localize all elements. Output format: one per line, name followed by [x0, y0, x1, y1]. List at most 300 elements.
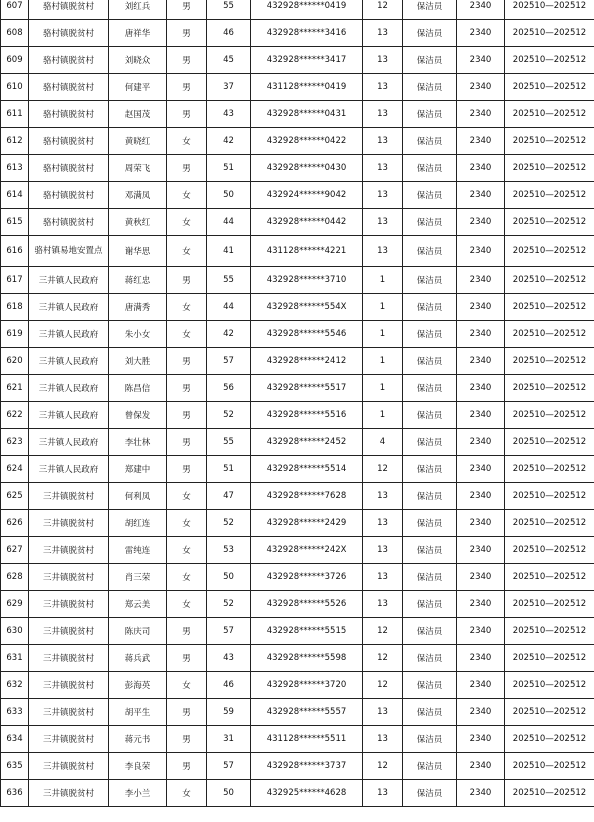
gender-cell: 女 — [167, 780, 207, 807]
position-cell: 保洁员 — [403, 618, 457, 645]
row-number-cell: 631 — [1, 645, 29, 672]
months-cell: 13 — [363, 780, 403, 807]
months-cell: 13 — [363, 209, 403, 236]
person-name-cell: 胡红连 — [109, 510, 167, 537]
person-name-cell: 李小兰 — [109, 780, 167, 807]
table-row — [1, 101, 594, 128]
position-cell: 保洁员 — [403, 753, 457, 780]
gender-cell: 男 — [167, 753, 207, 780]
position-cell: 保洁员 — [403, 375, 457, 402]
table-row — [1, 429, 594, 456]
gender-cell: 女 — [167, 182, 207, 209]
position-cell: 保洁员 — [403, 47, 457, 74]
id-number-cell: 432928******3710 — [251, 267, 363, 294]
gender-cell: 男 — [167, 375, 207, 402]
gender-cell: 女 — [167, 294, 207, 321]
id-number-cell: 432928******2412 — [251, 348, 363, 375]
age-cell: 41 — [207, 236, 251, 267]
unit-name-cell: 骆村镇脱贫村 — [29, 47, 109, 74]
age-cell: 56 — [207, 375, 251, 402]
person-name-cell: 周荣飞 — [109, 155, 167, 182]
id-number-cell: 432928******5516 — [251, 402, 363, 429]
period-cell: 202510—202512 — [505, 780, 594, 807]
unit-name-cell: 三井镇脱贫村 — [29, 564, 109, 591]
amount-cell: 2340 — [457, 537, 505, 564]
amount-cell: 2340 — [457, 753, 505, 780]
person-name-cell: 陈昌信 — [109, 375, 167, 402]
period-cell: 202510—202512 — [505, 294, 594, 321]
gender-cell: 男 — [167, 74, 207, 101]
id-number-cell: 432928******3720 — [251, 672, 363, 699]
age-cell: 31 — [207, 726, 251, 753]
row-number-cell: 613 — [1, 155, 29, 182]
months-cell: 13 — [363, 155, 403, 182]
person-name-cell: 郑云美 — [109, 591, 167, 618]
row-number-cell: 615 — [1, 209, 29, 236]
person-name-cell: 黄晓红 — [109, 128, 167, 155]
amount-cell: 2340 — [457, 402, 505, 429]
months-cell: 13 — [363, 20, 403, 47]
months-cell: 13 — [363, 510, 403, 537]
row-number-cell: 632 — [1, 672, 29, 699]
months-cell: 13 — [363, 564, 403, 591]
amount-cell: 2340 — [457, 456, 505, 483]
period-cell: 202510—202512 — [505, 128, 594, 155]
table-row — [1, 591, 594, 618]
person-name-cell: 谢华思 — [109, 236, 167, 267]
amount-cell: 2340 — [457, 155, 505, 182]
id-number-cell: 431128******5511 — [251, 726, 363, 753]
row-number-cell: 616 — [1, 236, 29, 267]
id-number-cell: 431128******0419 — [251, 74, 363, 101]
position-cell: 保洁员 — [403, 780, 457, 807]
age-cell: 50 — [207, 182, 251, 209]
unit-name-cell: 三井镇脱贫村 — [29, 483, 109, 510]
id-number-cell: 432928******5517 — [251, 375, 363, 402]
gender-cell: 男 — [167, 429, 207, 456]
position-cell: 保洁员 — [403, 267, 457, 294]
age-cell: 42 — [207, 128, 251, 155]
age-cell: 42 — [207, 321, 251, 348]
person-name-cell: 刘晓众 — [109, 47, 167, 74]
table-row — [1, 294, 594, 321]
table-row — [1, 348, 594, 375]
unit-name-cell: 骆村镇脱贫村 — [29, 209, 109, 236]
person-name-cell: 肖三荣 — [109, 564, 167, 591]
unit-name-cell: 三井镇人民政府 — [29, 267, 109, 294]
gender-cell: 女 — [167, 672, 207, 699]
table-row — [1, 510, 594, 537]
months-cell: 13 — [363, 537, 403, 564]
months-cell: 13 — [363, 74, 403, 101]
person-name-cell: 曾保发 — [109, 402, 167, 429]
id-number-cell: 431128******4221 — [251, 236, 363, 267]
amount-cell: 2340 — [457, 182, 505, 209]
person-name-cell: 唐满秀 — [109, 294, 167, 321]
table-row — [1, 375, 594, 402]
period-cell: 202510—202512 — [505, 645, 594, 672]
unit-name-cell: 三井镇人民政府 — [29, 402, 109, 429]
age-cell: 37 — [207, 74, 251, 101]
unit-name-cell: 骆村镇脱贫村 — [29, 182, 109, 209]
unit-name-cell: 三井镇脱贫村 — [29, 753, 109, 780]
unit-name-cell: 三井镇脱贫村 — [29, 591, 109, 618]
gender-cell: 男 — [167, 699, 207, 726]
person-name-cell: 邓满凤 — [109, 182, 167, 209]
position-cell: 保洁员 — [403, 645, 457, 672]
unit-name-cell: 三井镇人民政府 — [29, 429, 109, 456]
amount-cell: 2340 — [457, 348, 505, 375]
table-row — [1, 456, 594, 483]
amount-cell: 2340 — [457, 483, 505, 510]
person-name-cell: 郑建中 — [109, 456, 167, 483]
row-number-cell: 619 — [1, 321, 29, 348]
gender-cell: 男 — [167, 155, 207, 182]
row-number-cell: 610 — [1, 74, 29, 101]
gender-cell: 男 — [167, 20, 207, 47]
person-name-cell: 刘红兵 — [109, 0, 167, 20]
position-cell: 保洁员 — [403, 20, 457, 47]
gender-cell: 男 — [167, 267, 207, 294]
person-name-cell: 李良荣 — [109, 753, 167, 780]
unit-name-cell: 三井镇脱贫村 — [29, 537, 109, 564]
id-number-cell: 432928******5526 — [251, 591, 363, 618]
id-number-cell: 432925******4628 — [251, 780, 363, 807]
period-cell: 202510—202512 — [505, 375, 594, 402]
position-cell: 保洁员 — [403, 429, 457, 456]
period-cell: 202510—202512 — [505, 726, 594, 753]
row-number-cell: 607 — [1, 0, 29, 20]
table-row — [1, 780, 594, 807]
amount-cell: 2340 — [457, 321, 505, 348]
table-row — [1, 402, 594, 429]
id-number-cell: 432928******0419 — [251, 0, 363, 20]
id-number-cell: 432928******0430 — [251, 155, 363, 182]
gender-cell: 男 — [167, 47, 207, 74]
table-row — [1, 699, 594, 726]
row-number-cell: 618 — [1, 294, 29, 321]
id-number-cell: 432928******3726 — [251, 564, 363, 591]
age-cell: 44 — [207, 209, 251, 236]
row-number-cell: 630 — [1, 618, 29, 645]
row-number-cell: 636 — [1, 780, 29, 807]
id-number-cell: 432928******5598 — [251, 645, 363, 672]
unit-name-cell: 三井镇人民政府 — [29, 348, 109, 375]
table-row — [1, 753, 594, 780]
table-body — [1, 0, 594, 807]
gender-cell: 男 — [167, 726, 207, 753]
person-name-cell: 蒋元书 — [109, 726, 167, 753]
row-number-cell: 617 — [1, 267, 29, 294]
id-number-cell: 432928******2452 — [251, 429, 363, 456]
age-cell: 53 — [207, 537, 251, 564]
unit-name-cell: 骆村镇脱贫村 — [29, 128, 109, 155]
amount-cell: 2340 — [457, 0, 505, 20]
table-row — [1, 267, 594, 294]
position-cell: 保洁员 — [403, 348, 457, 375]
months-cell: 13 — [363, 128, 403, 155]
period-cell: 202510—202512 — [505, 510, 594, 537]
amount-cell: 2340 — [457, 294, 505, 321]
id-number-cell: 432928******3737 — [251, 753, 363, 780]
gender-cell: 女 — [167, 128, 207, 155]
row-number-cell: 629 — [1, 591, 29, 618]
age-cell: 59 — [207, 699, 251, 726]
table-row — [1, 20, 594, 47]
person-name-cell: 蒋兵武 — [109, 645, 167, 672]
position-cell: 保洁员 — [403, 402, 457, 429]
months-cell: 12 — [363, 618, 403, 645]
age-cell: 52 — [207, 510, 251, 537]
gender-cell: 男 — [167, 101, 207, 128]
table-row — [1, 537, 594, 564]
id-number-cell: 432928******3417 — [251, 47, 363, 74]
amount-cell: 2340 — [457, 47, 505, 74]
amount-cell: 2340 — [457, 209, 505, 236]
position-cell: 保洁员 — [403, 726, 457, 753]
age-cell: 52 — [207, 402, 251, 429]
unit-name-cell: 骆村镇脱贫村 — [29, 0, 109, 20]
id-number-cell: 432928******5546 — [251, 321, 363, 348]
table-row — [1, 672, 594, 699]
row-number-cell: 612 — [1, 128, 29, 155]
months-cell: 12 — [363, 753, 403, 780]
position-cell: 保洁员 — [403, 699, 457, 726]
position-cell: 保洁员 — [403, 591, 457, 618]
gender-cell: 男 — [167, 402, 207, 429]
id-number-cell: 432928******0422 — [251, 128, 363, 155]
amount-cell: 2340 — [457, 564, 505, 591]
months-cell: 13 — [363, 699, 403, 726]
months-cell: 1 — [363, 402, 403, 429]
gender-cell: 女 — [167, 510, 207, 537]
unit-name-cell: 三井镇脱贫村 — [29, 645, 109, 672]
row-number-cell: 624 — [1, 456, 29, 483]
position-cell: 保洁员 — [403, 321, 457, 348]
months-cell: 1 — [363, 267, 403, 294]
unit-name-cell: 骆村镇脱贫村 — [29, 101, 109, 128]
period-cell: 202510—202512 — [505, 753, 594, 780]
row-number-cell: 608 — [1, 20, 29, 47]
months-cell: 12 — [363, 0, 403, 20]
row-number-cell: 621 — [1, 375, 29, 402]
period-cell: 202510—202512 — [505, 0, 594, 20]
amount-cell: 2340 — [457, 267, 505, 294]
gender-cell: 女 — [167, 236, 207, 267]
table-row — [1, 564, 594, 591]
period-cell: 202510—202512 — [505, 20, 594, 47]
amount-cell: 2340 — [457, 101, 505, 128]
position-cell: 保洁员 — [403, 294, 457, 321]
gender-cell: 男 — [167, 348, 207, 375]
row-number-cell: 611 — [1, 101, 29, 128]
row-number-cell: 627 — [1, 537, 29, 564]
age-cell: 52 — [207, 591, 251, 618]
gender-cell: 女 — [167, 209, 207, 236]
months-cell: 4 — [363, 429, 403, 456]
position-cell: 保洁员 — [403, 537, 457, 564]
period-cell: 202510—202512 — [505, 672, 594, 699]
unit-name-cell: 三井镇脱贫村 — [29, 699, 109, 726]
period-cell: 202510—202512 — [505, 564, 594, 591]
id-number-cell: 432924******9042 — [251, 182, 363, 209]
months-cell: 13 — [363, 236, 403, 267]
period-cell: 202510—202512 — [505, 74, 594, 101]
gender-cell: 女 — [167, 321, 207, 348]
unit-name-cell: 骆村镇脱贫村 — [29, 20, 109, 47]
age-cell: 57 — [207, 348, 251, 375]
row-number-cell: 614 — [1, 182, 29, 209]
gender-cell: 男 — [167, 618, 207, 645]
amount-cell: 2340 — [457, 645, 505, 672]
id-number-cell: 432928******7628 — [251, 483, 363, 510]
table-row — [1, 155, 594, 182]
period-cell: 202510—202512 — [505, 537, 594, 564]
person-name-cell: 蒋红忠 — [109, 267, 167, 294]
age-cell: 46 — [207, 20, 251, 47]
gender-cell: 男 — [167, 456, 207, 483]
table-row — [1, 47, 594, 74]
position-cell: 保洁员 — [403, 672, 457, 699]
unit-name-cell: 三井镇人民政府 — [29, 321, 109, 348]
row-number-cell: 633 — [1, 699, 29, 726]
amount-cell: 2340 — [457, 726, 505, 753]
table-row — [1, 645, 594, 672]
gender-cell: 女 — [167, 483, 207, 510]
age-cell: 57 — [207, 753, 251, 780]
period-cell: 202510—202512 — [505, 182, 594, 209]
months-cell: 12 — [363, 645, 403, 672]
unit-name-cell: 三井镇脱贫村 — [29, 672, 109, 699]
id-number-cell: 432928******0431 — [251, 101, 363, 128]
unit-name-cell: 三井镇人民政府 — [29, 294, 109, 321]
amount-cell: 2340 — [457, 672, 505, 699]
period-cell: 202510—202512 — [505, 591, 594, 618]
age-cell: 45 — [207, 47, 251, 74]
amount-cell: 2340 — [457, 699, 505, 726]
position-cell: 保洁员 — [403, 0, 457, 20]
months-cell: 12 — [363, 672, 403, 699]
position-cell: 保洁员 — [403, 182, 457, 209]
person-name-cell: 雷纯连 — [109, 537, 167, 564]
id-number-cell: 432928******2429 — [251, 510, 363, 537]
gender-cell: 女 — [167, 591, 207, 618]
position-cell: 保洁员 — [403, 236, 457, 267]
amount-cell: 2340 — [457, 780, 505, 807]
amount-cell: 2340 — [457, 591, 505, 618]
months-cell: 13 — [363, 591, 403, 618]
months-cell: 1 — [363, 321, 403, 348]
period-cell: 202510—202512 — [505, 155, 594, 182]
table-row — [1, 128, 594, 155]
age-cell: 46 — [207, 672, 251, 699]
row-number-cell: 623 — [1, 429, 29, 456]
table-row — [1, 236, 594, 267]
months-cell: 13 — [363, 101, 403, 128]
age-cell: 55 — [207, 267, 251, 294]
person-name-cell: 刘大胜 — [109, 348, 167, 375]
unit-name-cell: 三井镇脱贫村 — [29, 510, 109, 537]
months-cell: 12 — [363, 456, 403, 483]
months-cell: 13 — [363, 726, 403, 753]
months-cell: 13 — [363, 483, 403, 510]
table-row — [1, 182, 594, 209]
unit-name-cell: 三井镇人民政府 — [29, 456, 109, 483]
person-name-cell: 黄秋红 — [109, 209, 167, 236]
period-cell: 202510—202512 — [505, 348, 594, 375]
person-name-cell: 唐祥华 — [109, 20, 167, 47]
months-cell: 1 — [363, 375, 403, 402]
unit-name-cell: 骆村镇易地安置点 — [29, 236, 109, 267]
gender-cell: 男 — [167, 645, 207, 672]
row-number-cell: 609 — [1, 47, 29, 74]
row-number-cell: 634 — [1, 726, 29, 753]
id-number-cell: 432928******242X — [251, 537, 363, 564]
months-cell: 1 — [363, 294, 403, 321]
person-name-cell: 胡平生 — [109, 699, 167, 726]
amount-cell: 2340 — [457, 236, 505, 267]
table-row — [1, 209, 594, 236]
age-cell: 47 — [207, 483, 251, 510]
unit-name-cell: 骆村镇脱贫村 — [29, 74, 109, 101]
unit-name-cell: 三井镇脱贫村 — [29, 618, 109, 645]
position-cell: 保洁员 — [403, 155, 457, 182]
person-name-cell: 赵国茂 — [109, 101, 167, 128]
position-cell: 保洁员 — [403, 483, 457, 510]
person-name-cell: 彭海英 — [109, 672, 167, 699]
months-cell: 13 — [363, 182, 403, 209]
period-cell: 202510—202512 — [505, 209, 594, 236]
table-row — [1, 0, 594, 20]
person-name-cell: 陈庆司 — [109, 618, 167, 645]
id-number-cell: 432928******5515 — [251, 618, 363, 645]
unit-name-cell: 三井镇脱贫村 — [29, 726, 109, 753]
period-cell: 202510—202512 — [505, 236, 594, 267]
position-cell: 保洁员 — [403, 510, 457, 537]
months-cell: 13 — [363, 47, 403, 74]
id-number-cell: 432928******5514 — [251, 456, 363, 483]
age-cell: 55 — [207, 429, 251, 456]
age-cell: 51 — [207, 456, 251, 483]
age-cell: 43 — [207, 101, 251, 128]
person-name-cell: 何建平 — [109, 74, 167, 101]
amount-cell: 2340 — [457, 74, 505, 101]
period-cell: 202510—202512 — [505, 321, 594, 348]
row-number-cell: 622 — [1, 402, 29, 429]
period-cell: 202510—202512 — [505, 618, 594, 645]
months-cell: 1 — [363, 348, 403, 375]
gender-cell: 男 — [167, 0, 207, 20]
row-number-cell: 625 — [1, 483, 29, 510]
period-cell: 202510—202512 — [505, 47, 594, 74]
amount-cell: 2340 — [457, 510, 505, 537]
row-number-cell: 635 — [1, 753, 29, 780]
unit-name-cell: 三井镇人民政府 — [29, 375, 109, 402]
table-row — [1, 321, 594, 348]
id-number-cell: 432928******554X — [251, 294, 363, 321]
period-cell: 202510—202512 — [505, 429, 594, 456]
person-name-cell: 何利凤 — [109, 483, 167, 510]
age-cell: 50 — [207, 564, 251, 591]
amount-cell: 2340 — [457, 128, 505, 155]
table-row — [1, 618, 594, 645]
person-name-cell: 朱小女 — [109, 321, 167, 348]
id-number-cell: 432928******0442 — [251, 209, 363, 236]
position-cell: 保洁员 — [403, 209, 457, 236]
unit-name-cell: 骆村镇脱贫村 — [29, 155, 109, 182]
person-name-cell: 李壮林 — [109, 429, 167, 456]
age-cell: 43 — [207, 645, 251, 672]
